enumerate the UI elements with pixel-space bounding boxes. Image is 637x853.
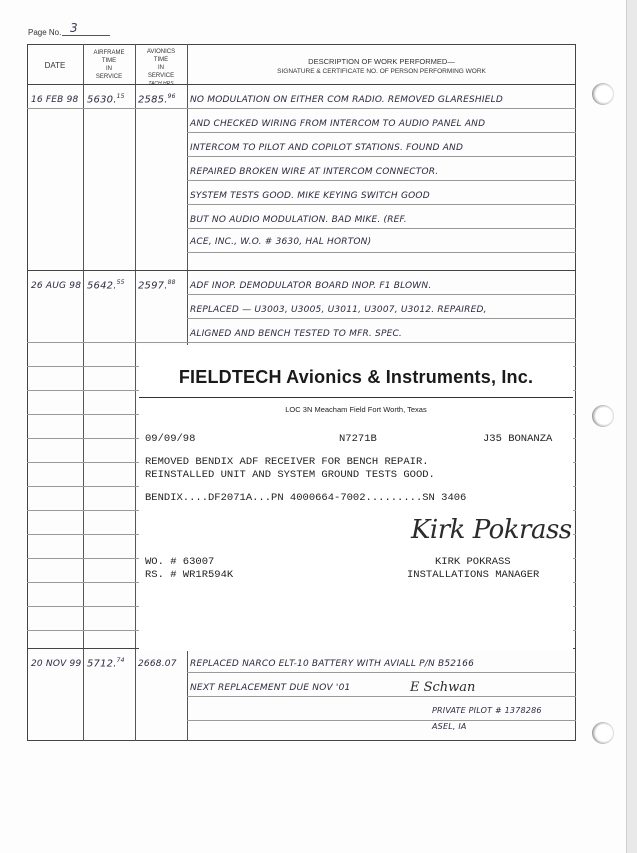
entry-airframe-time: 5642.55 — [87, 279, 125, 292]
page-number-label: Page No. — [28, 28, 62, 37]
header-divider — [27, 84, 576, 85]
column-divider — [135, 44, 136, 741]
stamp-company-name: FIELDTECH Avionics & Instruments, Inc. — [178, 367, 534, 387]
column-divider — [83, 44, 84, 741]
stamp-signer-title: INSTALLATIONS MANAGER — [407, 569, 540, 581]
ruled-line — [27, 108, 576, 109]
page-number-value: 3 — [62, 21, 110, 36]
entry-certificate: PRIVATE PILOT # 1378286 — [432, 706, 542, 715]
ruled-line — [187, 228, 576, 229]
entry-line: NO MODULATION ON EITHER COM RADIO. REMOVED GLARESHIELD — [190, 95, 503, 105]
stamp-work-order: WO. # 63007 — [145, 556, 215, 568]
entry-line: REPAIRED BROKEN WIRE AT INTERCOM CONNECTOR. — [190, 167, 439, 177]
ruled-line — [187, 252, 576, 253]
entry-line: ADF INOP. DEMODULATOR BOARD INOP. F1 BLOWN. — [190, 281, 432, 291]
stamp-signer-name: KIRK POKRASS — [435, 556, 511, 568]
stamp-work-line: REMOVED BENDIX ADF RECEIVER FOR BENCH REPAIR. — [145, 456, 429, 468]
ruled-line — [187, 672, 576, 673]
stamp-work-line: REINSTALLED UNIT AND SYSTEM GROUND TESTS GOOD. — [145, 469, 435, 481]
page-shadow — [627, 0, 637, 853]
entry-line: ALIGNED AND BENCH TESTED TO MFR. SPEC. — [190, 329, 402, 339]
ruled-line — [187, 132, 576, 133]
stamp-signature: Kirk Pokrass — [411, 515, 572, 545]
ruled-line — [187, 720, 576, 721]
header-date: DATE — [44, 61, 66, 70]
ruled-line — [187, 204, 576, 205]
entry-line: INTERCOM TO PILOT AND COPILOT STATIONS. FOUND AND — [190, 143, 464, 153]
stamp-aircraft: J35 BONANZA — [483, 433, 553, 445]
punch-hole-icon — [592, 405, 614, 427]
entry-date: 16 FEB 98 — [31, 95, 79, 105]
stamp-location: LOC 3N Meacham Field Fort Worth, Texas — [285, 405, 427, 414]
entry-avionics-time: 2597.88 — [138, 279, 176, 292]
stamp-date: 09/09/98 — [145, 433, 196, 445]
entry-line: SYSTEM TESTS GOOD. MIKE KEYING SWITCH GOOD — [190, 191, 430, 201]
ruled-line — [187, 696, 576, 697]
header-description: DESCRIPTION OF WORK PERFORMED— SIGNATURE & CERTIFICATE NO. OF PERSON PERFORMING WORK — [277, 57, 486, 75]
ruled-line — [187, 156, 576, 157]
entry-signature: E Schwan — [410, 680, 476, 695]
entry-line: AND CHECKED WIRING FROM INTERCOM TO AUDIO PANEL AND — [190, 119, 486, 129]
header-avionics-time: AVIONICS TIME IN SERVICE TACH HRS — [146, 49, 176, 87]
repair-station-stamp — [139, 345, 573, 651]
stamp-divider — [139, 397, 573, 398]
entry-avionics-time: 2585.96 — [138, 93, 176, 106]
entry-date: 26 AUG 98 — [31, 281, 82, 291]
punch-hole-icon — [592, 83, 614, 105]
ruled-line — [187, 294, 576, 295]
entry-line: NEXT REPLACEMENT DUE NOV '01 — [190, 683, 351, 693]
entry-avionics-time: 2668.07 — [138, 659, 177, 669]
header-airframe-time: AIRFRAME TIME IN SERVICE — [93, 50, 125, 80]
stamp-tail-number: N7271B — [339, 433, 377, 445]
ruled-line — [27, 270, 576, 271]
entry-line: REPLACED — U3003, U3005, U3011, U3007, U3012. REPAIRED, — [190, 305, 487, 315]
ruled-line — [187, 180, 576, 181]
ruled-line — [27, 342, 576, 343]
entry-airframe-time: 5712.74 — [87, 657, 125, 670]
entry-line: ACE, INC., W.O. # 3630, HAL HORTON) — [190, 237, 372, 247]
entry-line: REPLACED NARCO ELT-10 BATTERY WITH AVIALL P/N B52166 — [190, 659, 475, 669]
stamp-repair-station-number: RS. # WR1R594K — [145, 569, 234, 581]
punch-hole-icon — [592, 722, 614, 744]
entry-airframe-time: 5630.15 — [87, 93, 125, 106]
entry-line: BUT NO AUDIO MODULATION. BAD MIKE. (REF. — [190, 215, 407, 225]
ruled-line — [187, 318, 576, 319]
stamp-part-line: BENDIX....DF2071A...PN 4000664-7002.........SN 3406 — [145, 492, 467, 504]
entry-certificate: ASEL, IA — [432, 722, 467, 731]
entry-date: 20 NOV 99 — [31, 659, 82, 669]
